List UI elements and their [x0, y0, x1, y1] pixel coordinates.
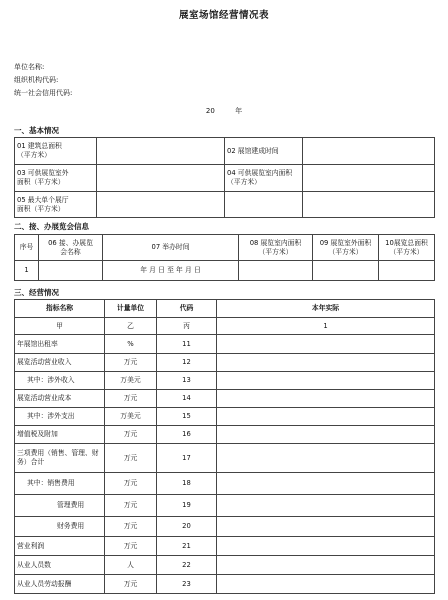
- table-row: [15, 473, 435, 495]
- field-04-label: 04 可供展览室内面积 （平方米）: [225, 165, 303, 192]
- section-exhibition-heading: 二、接、办展览会信息: [14, 222, 89, 231]
- row-unit: 万美元: [105, 408, 157, 426]
- subheader-yi: 乙: [105, 318, 157, 335]
- table-row: [15, 575, 435, 594]
- row-name: 财务费用: [15, 517, 105, 537]
- table-row: [15, 354, 435, 372]
- row-unit: 万元: [105, 495, 157, 517]
- row-unit: 万元: [105, 390, 157, 408]
- row-code: 13: [157, 372, 217, 390]
- row-name: 其中：涉外收入: [15, 372, 105, 390]
- row-name: 展览活动营业成本: [15, 390, 105, 408]
- row-1-name[interactable]: [39, 261, 103, 281]
- exhibition-table: [14, 234, 435, 281]
- header-unit: 计量单位: [105, 300, 157, 318]
- row-unit: 万元: [105, 354, 157, 372]
- row-unit: 万元: [105, 517, 157, 537]
- field-03-value[interactable]: [97, 165, 225, 192]
- row-code: 16: [157, 426, 217, 444]
- table-row: [15, 408, 435, 426]
- row-code: 21: [157, 537, 217, 556]
- row-code: 18: [157, 473, 217, 495]
- row-value[interactable]: [217, 495, 435, 517]
- table-row: [15, 556, 435, 575]
- row-value[interactable]: [217, 575, 435, 594]
- row-unit: 万元: [105, 537, 157, 556]
- credit-code-label: 统一社会信用代码:: [14, 89, 73, 97]
- row-value[interactable]: [217, 408, 435, 426]
- row-code: 11: [157, 335, 217, 354]
- section-basic-heading: 一、基本情况: [14, 126, 59, 135]
- row-1-seq: 1: [15, 261, 39, 281]
- section-operation-heading: 三、经营情况: [14, 288, 59, 297]
- row-value[interactable]: [217, 426, 435, 444]
- col-07-header: 07 举办时间: [103, 235, 239, 261]
- row-code: 12: [157, 354, 217, 372]
- row-value[interactable]: [217, 537, 435, 556]
- row-unit: 万元: [105, 575, 157, 594]
- subheader-jia: 甲: [15, 318, 105, 335]
- header-indicator: 指标名称: [15, 300, 105, 318]
- row-unit: 万元: [105, 473, 157, 495]
- field-05-value[interactable]: [97, 192, 225, 218]
- row-name: 三项费用（销售、管理、财务）合计: [15, 444, 105, 473]
- row-name: 其中：销售费用: [15, 473, 105, 495]
- row-code: 19: [157, 495, 217, 517]
- row-name: 其中：涉外支出: [15, 408, 105, 426]
- basic-info-table: [14, 137, 435, 218]
- field-01-label: 01 建筑总面积 （平方米）: [15, 138, 97, 165]
- row-name: 管理费用: [15, 495, 105, 517]
- header-code: 代码: [157, 300, 217, 318]
- subheader-one: 1: [217, 318, 435, 335]
- year-suffix: 年: [235, 107, 243, 115]
- row-1-indoor-area[interactable]: [239, 261, 313, 281]
- row-value[interactable]: [217, 444, 435, 473]
- row-1-total-area[interactable]: [379, 261, 435, 281]
- row-value[interactable]: [217, 372, 435, 390]
- row-name: 展览活动营业收入: [15, 354, 105, 372]
- col-seq-header: 序号: [15, 235, 39, 261]
- row-name: 从业人员劳动报酬: [15, 575, 105, 594]
- row-unit: 万元: [105, 426, 157, 444]
- table-row: [15, 335, 435, 354]
- field-02-value[interactable]: [303, 138, 435, 165]
- table-row: [15, 444, 435, 473]
- row-name: 营业利润: [15, 537, 105, 556]
- row-name: 年展馆出租率: [15, 335, 105, 354]
- operation-table: [14, 299, 435, 594]
- field-03-label: 03 可供展览室外 面积（平方米）: [15, 165, 97, 192]
- unit-name-label: 单位名称:: [14, 63, 45, 71]
- col-10-header: 10展览总面积 （平方米）: [379, 235, 435, 261]
- field-01-value[interactable]: [97, 138, 225, 165]
- row-value[interactable]: [217, 354, 435, 372]
- table-row: [15, 537, 435, 556]
- row-code: 14: [157, 390, 217, 408]
- row-value[interactable]: [217, 390, 435, 408]
- row-name: 增值税及附加: [15, 426, 105, 444]
- row-code: 20: [157, 517, 217, 537]
- row-unit: 万美元: [105, 372, 157, 390]
- row-code: 23: [157, 575, 217, 594]
- row-value[interactable]: [217, 556, 435, 575]
- row-code: 22: [157, 556, 217, 575]
- field-empty-value: [303, 192, 435, 218]
- table-row: [15, 517, 435, 537]
- field-empty-label: [225, 192, 303, 218]
- row-code: 15: [157, 408, 217, 426]
- table-row: [15, 372, 435, 390]
- field-02-label: 02 展馆建成时间: [225, 138, 303, 165]
- row-unit: 万元: [105, 444, 157, 473]
- field-05-label: 05 最大单个展厅 面积（平方米）: [15, 192, 97, 218]
- row-1-outdoor-area[interactable]: [313, 261, 379, 281]
- subheader-bing: 丙: [157, 318, 217, 335]
- row-value[interactable]: [217, 335, 435, 354]
- row-unit: %: [105, 335, 157, 354]
- table-row: [15, 390, 435, 408]
- field-04-value[interactable]: [303, 165, 435, 192]
- report-year: [0, 106, 448, 116]
- row-unit: 人: [105, 556, 157, 575]
- row-code: 17: [157, 444, 217, 473]
- row-value[interactable]: [217, 473, 435, 495]
- year-prefix: 20: [205, 107, 215, 115]
- col-09-header: 09 展览室外面积 （平方米）: [313, 235, 379, 261]
- table-row: [15, 426, 435, 444]
- document-title: 展室场馆经营情况表: [178, 10, 269, 21]
- row-1-time[interactable]: 年 月 日 至 年 月 日: [103, 261, 239, 281]
- row-value[interactable]: [217, 517, 435, 537]
- org-code-label: 组织机构代码:: [14, 76, 59, 84]
- col-06-header: 06 接、办展览 会名称: [39, 235, 103, 261]
- row-name: 从业人员数: [15, 556, 105, 575]
- col-08-header: 08 展览室内面积 （平方米）: [239, 235, 313, 261]
- header-actual: 本年实际: [217, 300, 435, 318]
- table-row: [15, 495, 435, 517]
